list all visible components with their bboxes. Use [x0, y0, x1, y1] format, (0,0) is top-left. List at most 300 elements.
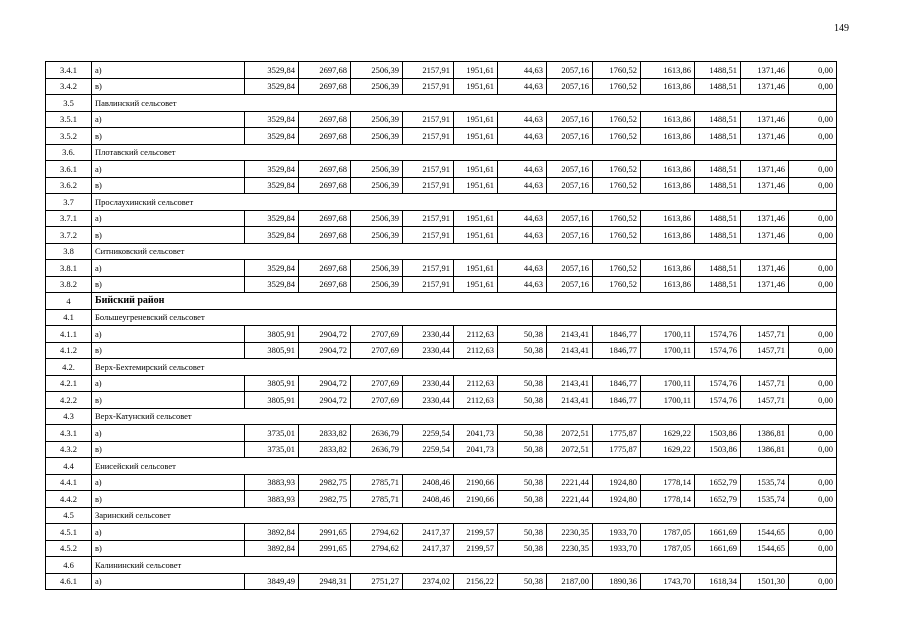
value-cell: 1503,86	[695, 441, 741, 458]
row-code: 3.8	[46, 243, 92, 260]
row-label: в)	[92, 392, 245, 409]
section-title: Верх-Бехтемирский сельсовет	[92, 359, 837, 376]
value-cell: 2833,82	[299, 441, 351, 458]
value-cell: 3735,01	[245, 425, 299, 442]
value-cell: 3805,91	[245, 326, 299, 343]
value-cell: 1760,52	[593, 227, 641, 244]
value-cell: 0,00	[789, 62, 837, 79]
value-cell: 2697,68	[299, 177, 351, 194]
value-cell: 1951,61	[454, 128, 498, 145]
value-cell: 2991,65	[299, 524, 351, 541]
row-label: а)	[92, 524, 245, 541]
value-cell: 1544,65	[741, 540, 789, 557]
section-title: Калининский сельсовет	[92, 557, 837, 574]
value-cell: 0,00	[789, 491, 837, 508]
value-cell: 1457,71	[741, 342, 789, 359]
value-cell: 1613,86	[641, 128, 695, 145]
value-cell: 1574,76	[695, 375, 741, 392]
value-cell: 50,38	[498, 375, 547, 392]
value-cell: 1951,61	[454, 177, 498, 194]
value-cell: 3805,91	[245, 342, 299, 359]
value-cell: 2072,51	[547, 441, 593, 458]
value-cell: 2904,72	[299, 342, 351, 359]
value-cell: 0,00	[789, 326, 837, 343]
value-cell: 2112,63	[454, 342, 498, 359]
row-code: 4.6	[46, 557, 92, 574]
value-cell: 0,00	[789, 392, 837, 409]
table-row	[46, 78, 837, 95]
row-code: 4.4	[46, 458, 92, 475]
value-cell: 1371,46	[741, 276, 789, 293]
value-cell: 1951,61	[454, 62, 498, 79]
value-cell: 1700,11	[641, 326, 695, 343]
value-cell: 2904,72	[299, 392, 351, 409]
value-cell: 50,38	[498, 573, 547, 590]
value-cell: 2057,16	[547, 276, 593, 293]
section-title: Ситниковский сельсовет	[92, 243, 837, 260]
row-code: 4.6.1	[46, 573, 92, 590]
table-row	[46, 392, 837, 409]
value-cell: 2057,16	[547, 227, 593, 244]
value-cell: 2057,16	[547, 111, 593, 128]
value-cell: 0,00	[789, 111, 837, 128]
page-number: 149	[834, 23, 849, 34]
value-cell: 1613,86	[641, 276, 695, 293]
row-label: в)	[92, 128, 245, 145]
value-cell: 2330,44	[403, 375, 454, 392]
value-cell: 2697,68	[299, 260, 351, 277]
value-cell: 1618,34	[695, 573, 741, 590]
row-label: а)	[92, 375, 245, 392]
value-cell: 0,00	[789, 441, 837, 458]
value-cell: 0,00	[789, 540, 837, 557]
value-cell: 1775,87	[593, 441, 641, 458]
value-cell: 44,63	[498, 161, 547, 178]
value-cell: 50,38	[498, 425, 547, 442]
value-cell: 1488,51	[695, 227, 741, 244]
value-cell: 1503,86	[695, 425, 741, 442]
value-cell: 2190,66	[454, 474, 498, 491]
value-cell: 1613,86	[641, 260, 695, 277]
row-label: а)	[92, 425, 245, 442]
value-cell: 2506,39	[351, 210, 403, 227]
value-cell: 1661,69	[695, 524, 741, 541]
value-cell: 1846,77	[593, 326, 641, 343]
row-label: в)	[92, 276, 245, 293]
value-cell: 1760,52	[593, 177, 641, 194]
value-cell: 1629,22	[641, 425, 695, 442]
value-cell: 2057,16	[547, 161, 593, 178]
value-cell: 0,00	[789, 524, 837, 541]
value-cell: 1613,86	[641, 227, 695, 244]
value-cell: 0,00	[789, 260, 837, 277]
value-cell: 1951,61	[454, 210, 498, 227]
value-cell: 50,38	[498, 474, 547, 491]
value-cell: 1700,11	[641, 375, 695, 392]
value-cell: 2157,91	[403, 227, 454, 244]
value-cell: 2057,16	[547, 78, 593, 95]
value-cell: 2506,39	[351, 260, 403, 277]
value-cell: 0,00	[789, 573, 837, 590]
row-label: а)	[92, 326, 245, 343]
value-cell: 1760,52	[593, 128, 641, 145]
row-label: в)	[92, 78, 245, 95]
value-cell: 2259,54	[403, 425, 454, 442]
value-cell: 2506,39	[351, 276, 403, 293]
value-cell: 0,00	[789, 227, 837, 244]
value-cell: 2157,91	[403, 111, 454, 128]
row-code: 3.7.1	[46, 210, 92, 227]
table-row	[46, 111, 837, 128]
value-cell: 2330,44	[403, 326, 454, 343]
value-cell: 1613,86	[641, 177, 695, 194]
value-cell: 2697,68	[299, 276, 351, 293]
value-cell: 3892,84	[245, 540, 299, 557]
value-cell: 50,38	[498, 524, 547, 541]
row-label: а)	[92, 111, 245, 128]
value-cell: 1951,61	[454, 260, 498, 277]
value-cell: 1488,51	[695, 260, 741, 277]
value-cell: 2112,63	[454, 375, 498, 392]
value-cell: 2157,91	[403, 177, 454, 194]
value-cell: 1488,51	[695, 111, 741, 128]
row-code: 4.2.1	[46, 375, 92, 392]
value-cell: 1371,46	[741, 227, 789, 244]
value-cell: 2156,22	[454, 573, 498, 590]
row-label: а)	[92, 260, 245, 277]
value-cell: 2636,79	[351, 441, 403, 458]
row-code: 4.1	[46, 309, 92, 326]
table-row	[46, 62, 837, 79]
value-cell: 1371,46	[741, 62, 789, 79]
value-cell: 1652,79	[695, 491, 741, 508]
value-cell: 2057,16	[547, 62, 593, 79]
value-cell: 2982,75	[299, 491, 351, 508]
value-cell: 2697,68	[299, 62, 351, 79]
value-cell: 2157,91	[403, 210, 454, 227]
row-label: в)	[92, 540, 245, 557]
row-code: 3.8.2	[46, 276, 92, 293]
section-row	[46, 144, 837, 161]
row-code: 3.6.1	[46, 161, 92, 178]
value-cell: 50,38	[498, 540, 547, 557]
section-row	[46, 557, 837, 574]
value-cell: 2374,02	[403, 573, 454, 590]
value-cell: 50,38	[498, 392, 547, 409]
value-cell: 3849,49	[245, 573, 299, 590]
value-cell: 2187,00	[547, 573, 593, 590]
row-label: а)	[92, 210, 245, 227]
value-cell: 0,00	[789, 375, 837, 392]
value-cell: 3735,01	[245, 441, 299, 458]
value-cell: 3883,93	[245, 474, 299, 491]
section-row	[46, 194, 837, 211]
row-code: 3.5.2	[46, 128, 92, 145]
value-cell: 0,00	[789, 276, 837, 293]
value-cell: 1629,22	[641, 441, 695, 458]
value-cell: 2506,39	[351, 177, 403, 194]
value-cell: 44,63	[498, 78, 547, 95]
value-cell: 1890,36	[593, 573, 641, 590]
value-cell: 2143,41	[547, 342, 593, 359]
value-cell: 2417,37	[403, 540, 454, 557]
value-cell: 0,00	[789, 78, 837, 95]
value-cell: 2157,91	[403, 128, 454, 145]
value-cell: 1787,05	[641, 524, 695, 541]
row-label: а)	[92, 573, 245, 590]
row-code: 3.5.1	[46, 111, 92, 128]
value-cell: 2506,39	[351, 78, 403, 95]
value-cell: 1778,14	[641, 491, 695, 508]
row-code: 3.6.2	[46, 177, 92, 194]
value-cell: 1488,51	[695, 210, 741, 227]
value-cell: 50,38	[498, 491, 547, 508]
section-title: Енисейский сельсовет	[92, 458, 837, 475]
value-cell: 1488,51	[695, 128, 741, 145]
value-cell: 2143,41	[547, 326, 593, 343]
value-cell: 2506,39	[351, 111, 403, 128]
value-cell: 1743,70	[641, 573, 695, 590]
value-cell: 2506,39	[351, 227, 403, 244]
value-cell: 44,63	[498, 210, 547, 227]
row-code: 4.2.	[46, 359, 92, 376]
value-cell: 2041,73	[454, 441, 498, 458]
value-cell: 1613,86	[641, 161, 695, 178]
section-title: Заринский сельсовет	[92, 507, 837, 524]
row-code: 4.4.1	[46, 474, 92, 491]
value-cell: 1371,46	[741, 161, 789, 178]
value-cell: 2707,69	[351, 392, 403, 409]
value-cell: 2417,37	[403, 524, 454, 541]
value-cell: 2506,39	[351, 161, 403, 178]
value-cell: 0,00	[789, 210, 837, 227]
value-cell: 1760,52	[593, 210, 641, 227]
table-row	[46, 177, 837, 194]
value-cell: 2057,16	[547, 128, 593, 145]
value-cell: 1386,81	[741, 441, 789, 458]
value-cell: 2506,39	[351, 62, 403, 79]
value-cell: 2506,39	[351, 128, 403, 145]
value-cell: 3805,91	[245, 375, 299, 392]
value-cell: 0,00	[789, 128, 837, 145]
table-row	[46, 227, 837, 244]
row-label: а)	[92, 62, 245, 79]
table-row	[46, 425, 837, 442]
value-cell: 2143,41	[547, 375, 593, 392]
value-cell: 2112,63	[454, 326, 498, 343]
value-cell: 1846,77	[593, 392, 641, 409]
value-cell: 2057,16	[547, 177, 593, 194]
value-cell: 3529,84	[245, 260, 299, 277]
value-cell: 44,63	[498, 177, 547, 194]
value-cell: 1775,87	[593, 425, 641, 442]
row-code: 4.5	[46, 507, 92, 524]
row-code: 4.2.2	[46, 392, 92, 409]
row-code: 4.3.1	[46, 425, 92, 442]
value-cell: 2904,72	[299, 375, 351, 392]
value-cell: 1951,61	[454, 111, 498, 128]
value-cell: 2751,27	[351, 573, 403, 590]
value-cell: 1924,80	[593, 474, 641, 491]
value-cell: 1457,71	[741, 375, 789, 392]
row-code: 4.3.2	[46, 441, 92, 458]
row-code: 4.5.1	[46, 524, 92, 541]
section-row	[46, 359, 837, 376]
section-title: Плотавский сельсовет	[92, 144, 837, 161]
row-label: в)	[92, 227, 245, 244]
value-cell: 2330,44	[403, 392, 454, 409]
value-cell: 1488,51	[695, 62, 741, 79]
value-cell: 2072,51	[547, 425, 593, 442]
table-row	[46, 375, 837, 392]
section-row	[46, 458, 837, 475]
value-cell: 1613,86	[641, 111, 695, 128]
table-row	[46, 540, 837, 557]
value-cell: 1652,79	[695, 474, 741, 491]
row-code: 4.3	[46, 408, 92, 425]
row-label: а)	[92, 161, 245, 178]
value-cell: 3529,84	[245, 62, 299, 79]
value-cell: 2221,44	[547, 474, 593, 491]
value-cell: 44,63	[498, 62, 547, 79]
value-cell: 1535,74	[741, 474, 789, 491]
value-cell: 2785,71	[351, 491, 403, 508]
value-cell: 2794,62	[351, 524, 403, 541]
value-cell: 2199,57	[454, 524, 498, 541]
value-cell: 3805,91	[245, 392, 299, 409]
section-row	[46, 243, 837, 260]
table-row	[46, 524, 837, 541]
value-cell: 2697,68	[299, 161, 351, 178]
value-cell: 3892,84	[245, 524, 299, 541]
value-cell: 2707,69	[351, 342, 403, 359]
value-cell: 3529,84	[245, 128, 299, 145]
value-cell: 2112,63	[454, 392, 498, 409]
value-cell: 2408,46	[403, 474, 454, 491]
table-row	[46, 128, 837, 145]
value-cell: 1760,52	[593, 111, 641, 128]
value-cell: 1371,46	[741, 111, 789, 128]
value-cell: 1951,61	[454, 78, 498, 95]
value-cell: 1371,46	[741, 128, 789, 145]
table-row	[46, 573, 837, 590]
row-code: 3.6.	[46, 144, 92, 161]
value-cell: 2697,68	[299, 78, 351, 95]
value-cell: 1371,46	[741, 210, 789, 227]
value-cell: 1544,65	[741, 524, 789, 541]
value-cell: 1371,46	[741, 78, 789, 95]
table-row	[46, 326, 837, 343]
value-cell: 1535,74	[741, 491, 789, 508]
section-title: Прослаухинский сельсовет	[92, 194, 837, 211]
row-code: 3.8.1	[46, 260, 92, 277]
value-cell: 1488,51	[695, 177, 741, 194]
value-cell: 3529,84	[245, 177, 299, 194]
value-cell: 44,63	[498, 111, 547, 128]
row-label: в)	[92, 491, 245, 508]
row-label: в)	[92, 342, 245, 359]
value-cell: 1760,52	[593, 161, 641, 178]
row-code: 3.4.1	[46, 62, 92, 79]
tariff-table	[45, 61, 837, 590]
row-code: 4.5.2	[46, 540, 92, 557]
value-cell: 1488,51	[695, 78, 741, 95]
value-cell: 1760,52	[593, 78, 641, 95]
value-cell: 2157,91	[403, 276, 454, 293]
value-cell: 2057,16	[547, 210, 593, 227]
value-cell: 0,00	[789, 161, 837, 178]
value-cell: 2041,73	[454, 425, 498, 442]
value-cell: 0,00	[789, 474, 837, 491]
table-body	[46, 62, 837, 590]
value-cell: 2991,65	[299, 540, 351, 557]
value-cell: 1371,46	[741, 260, 789, 277]
section-row	[46, 507, 837, 524]
value-cell: 2330,44	[403, 342, 454, 359]
section-row	[46, 309, 837, 326]
value-cell: 1760,52	[593, 62, 641, 79]
table-row	[46, 491, 837, 508]
value-cell: 1778,14	[641, 474, 695, 491]
value-cell: 2157,91	[403, 161, 454, 178]
value-cell: 50,38	[498, 441, 547, 458]
value-cell: 3529,84	[245, 227, 299, 244]
row-code: 4	[46, 293, 92, 310]
value-cell: 2707,69	[351, 326, 403, 343]
row-code: 3.5	[46, 95, 92, 112]
value-cell: 2697,68	[299, 227, 351, 244]
value-cell: 2408,46	[403, 491, 454, 508]
value-cell: 2833,82	[299, 425, 351, 442]
value-cell: 2157,91	[403, 62, 454, 79]
section-title: Павлинский сельсовет	[92, 95, 837, 112]
value-cell: 1951,61	[454, 161, 498, 178]
value-cell: 1700,11	[641, 392, 695, 409]
value-cell: 1787,05	[641, 540, 695, 557]
value-cell: 50,38	[498, 326, 547, 343]
table-row	[46, 210, 837, 227]
value-cell: 1846,77	[593, 342, 641, 359]
value-cell: 1760,52	[593, 276, 641, 293]
row-label: в)	[92, 441, 245, 458]
value-cell: 2794,62	[351, 540, 403, 557]
value-cell: 2785,71	[351, 474, 403, 491]
value-cell: 1933,70	[593, 524, 641, 541]
value-cell: 2199,57	[454, 540, 498, 557]
section-title: Большеугреневский сельсовет	[92, 309, 837, 326]
value-cell: 2707,69	[351, 375, 403, 392]
value-cell: 2636,79	[351, 425, 403, 442]
value-cell: 2904,72	[299, 326, 351, 343]
value-cell: 1574,76	[695, 342, 741, 359]
table-row	[46, 276, 837, 293]
value-cell: 2221,44	[547, 491, 593, 508]
row-code: 4.1.2	[46, 342, 92, 359]
value-cell: 3529,84	[245, 276, 299, 293]
value-cell: 3883,93	[245, 491, 299, 508]
row-label: а)	[92, 474, 245, 491]
value-cell: 0,00	[789, 177, 837, 194]
value-cell: 1661,69	[695, 540, 741, 557]
value-cell: 3529,84	[245, 161, 299, 178]
value-cell: 2697,68	[299, 128, 351, 145]
value-cell: 1700,11	[641, 342, 695, 359]
value-cell: 3529,84	[245, 111, 299, 128]
row-code: 3.7	[46, 194, 92, 211]
table-row	[46, 161, 837, 178]
region-title: Бийский район	[92, 293, 837, 310]
row-label: в)	[92, 177, 245, 194]
